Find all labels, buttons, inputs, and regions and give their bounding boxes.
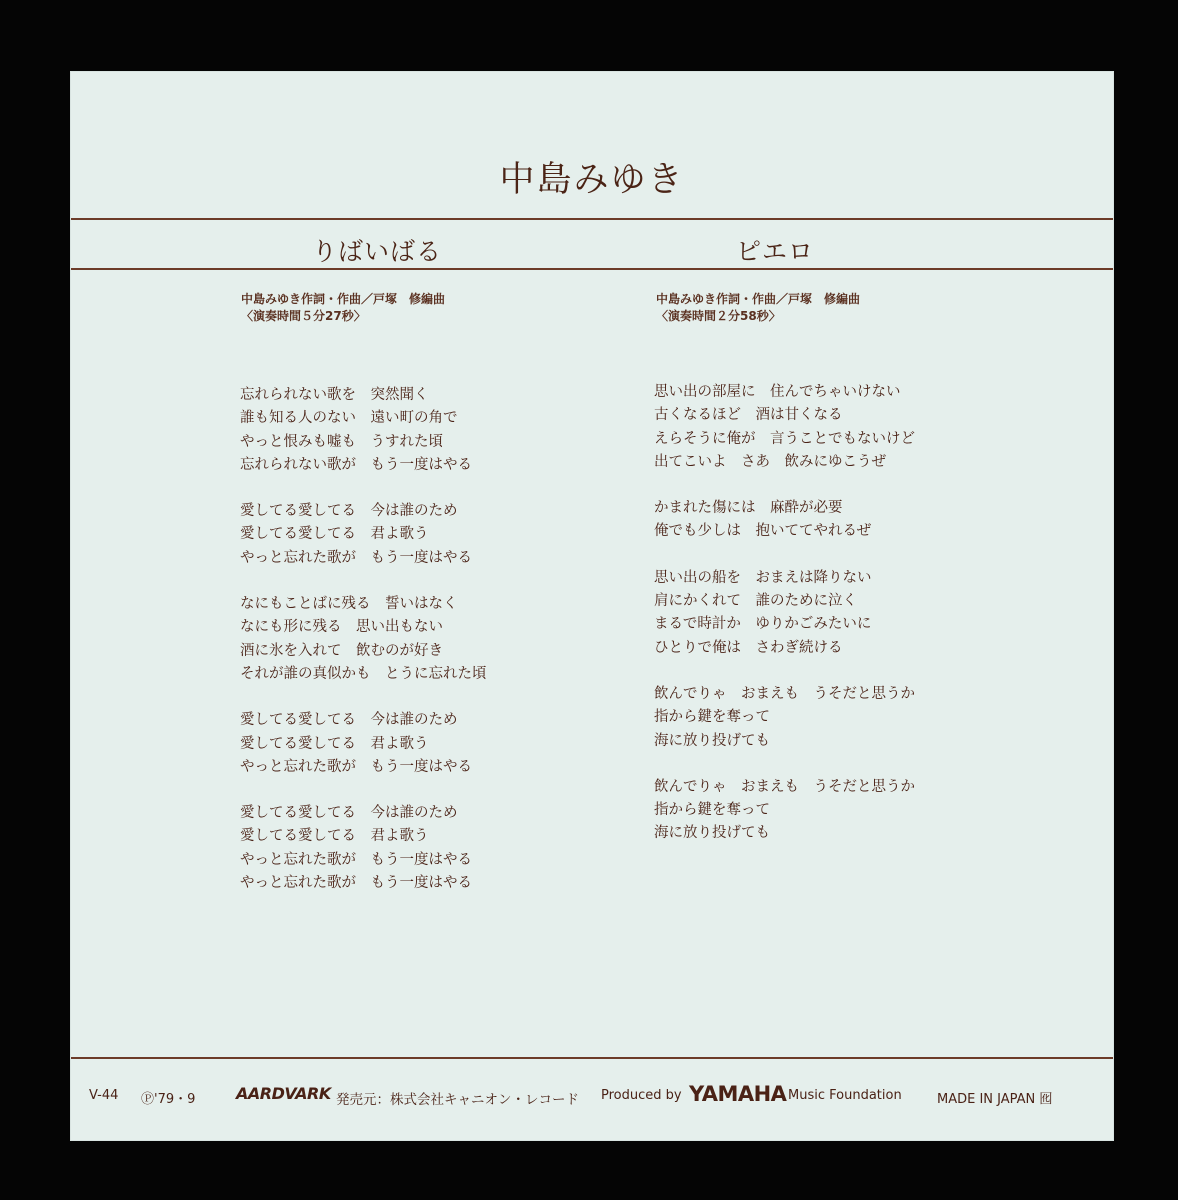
- lyric-line: 忘れられない歌を 突然聞く: [240, 387, 429, 403]
- lyric-line: 海に放り投げても: [654, 825, 770, 842]
- stanza: [240, 593, 487, 686]
- release-date: Ⓟ'79・9: [141, 1092, 196, 1107]
- catalog-number: V-44: [89, 1088, 119, 1103]
- lyric-line: 指から鍵を奪って: [654, 802, 770, 819]
- yamaha-logo: YAMAHA: [689, 1082, 787, 1106]
- lyrics-a: [240, 384, 487, 918]
- stanza: [240, 384, 487, 477]
- lyric-line: なにもことばに残る 誓いはなく: [240, 596, 458, 613]
- record-sleeve: [71, 72, 1113, 1140]
- credit-a: [241, 291, 445, 325]
- label-logo: AARDVARK: [236, 1084, 331, 1103]
- duration: 〈演奏時間２分58秒〉: [656, 309, 781, 323]
- lyric-line: 忘れられない歌が もう一度はやる: [240, 456, 472, 473]
- divider: [71, 268, 1113, 270]
- credit-line: 中島みゆき作詞・作曲／戸塚 修編曲: [656, 292, 861, 306]
- stanza: [654, 776, 915, 846]
- lyric-line: 古くなるほど 酒は甘くなる: [654, 407, 843, 424]
- lyric-line: やっと忘れた歌が もう一度はやる: [240, 758, 472, 775]
- lyric-line: ひとりで俺は さわぎ続ける: [654, 639, 843, 656]
- distributor: 発売元：株式会社キャニオン・レコード: [336, 1092, 579, 1108]
- duration: 〈演奏時間５分27秒〉: [241, 309, 366, 323]
- credit-b: [656, 291, 860, 325]
- lyric-line: なにも形に残る 思い出もない: [240, 619, 443, 636]
- lyric-line: えらそうに俺が 言うことでもないけど: [654, 430, 915, 447]
- lyric-line: 愛してる愛してる 君よ歌う: [240, 735, 429, 752]
- lyric-line: やっと忘れた歌が もう一度はやる: [240, 549, 472, 566]
- stanza: [654, 497, 915, 544]
- lyric-line: やっと忘れた歌が もう一度はやる: [240, 875, 472, 892]
- lyric-line: 愛してる愛してる 君よ歌う: [240, 828, 429, 845]
- song-title-b: ピエロ: [736, 237, 815, 266]
- divider: [71, 1057, 1113, 1059]
- foundation: Music Foundation: [788, 1088, 902, 1103]
- lyric-line: やっと恨みも嘘も うすれた頃: [240, 433, 443, 450]
- lyric-line: 海に放り投げても: [654, 732, 770, 749]
- lyric-line: まるで時計か ゆりかごみたいに: [654, 616, 872, 633]
- stanza: [240, 802, 487, 895]
- footer: [71, 1084, 1113, 1114]
- credit-line: 中島みゆき作詞・作曲／戸塚 修編曲: [241, 292, 446, 306]
- lyric-line: それが誰の真似かも とうに忘れた頃: [240, 665, 487, 682]
- lyric-line: 指から鍵を奪って: [654, 709, 770, 726]
- song-title-a: りばいばる: [312, 237, 443, 266]
- lyric-line: 肩にかくれて 誰のために泣く: [654, 593, 857, 610]
- lyric-line: 飲んでりゃ おまえも うそだと思うか: [654, 685, 915, 702]
- lyric-line: 愛してる愛してる 君よ歌う: [240, 526, 429, 543]
- stanza: [240, 709, 487, 779]
- lyric-line: やっと忘れた歌が もう一度はやる: [240, 851, 472, 868]
- lyric-line: 誰も知る人のない 遠い町の角で: [240, 410, 458, 427]
- stanza: [240, 500, 487, 570]
- lyrics-b: [654, 381, 915, 869]
- lyric-line: 愛してる愛してる 今は誰のため: [240, 712, 458, 729]
- artist-name: 中島みゆき: [499, 160, 685, 200]
- lyric-line: 思い出の船を おまえは降りない: [654, 569, 872, 586]
- lyric-line: かまれた傷には 麻酔が必要: [654, 500, 843, 517]
- produced-by: Produced by: [601, 1088, 682, 1103]
- lyric-line: 飲んでりゃ おまえも うそだと思うか: [654, 778, 915, 795]
- lyric-line: 愛してる愛してる 今は誰のため: [240, 805, 458, 822]
- lyric-line: 思い出の部屋に 住んでちゃいけない: [654, 384, 901, 400]
- stanza: [654, 381, 915, 474]
- lyric-line: 出てこいよ さあ 飲みにゆこうぜ: [654, 453, 886, 470]
- stanza: [654, 567, 915, 660]
- divider: [71, 218, 1113, 220]
- lyric-line: 愛してる愛してる 今は誰のため: [240, 503, 458, 520]
- lyric-line: 俺でも少しは 抱いててやれるぜ: [654, 523, 872, 540]
- stanza: [654, 683, 915, 753]
- made-in: MADE IN JAPAN 囮: [937, 1092, 1053, 1107]
- lyric-line: 酒に氷を入れて 飲むのが好き: [240, 642, 443, 659]
